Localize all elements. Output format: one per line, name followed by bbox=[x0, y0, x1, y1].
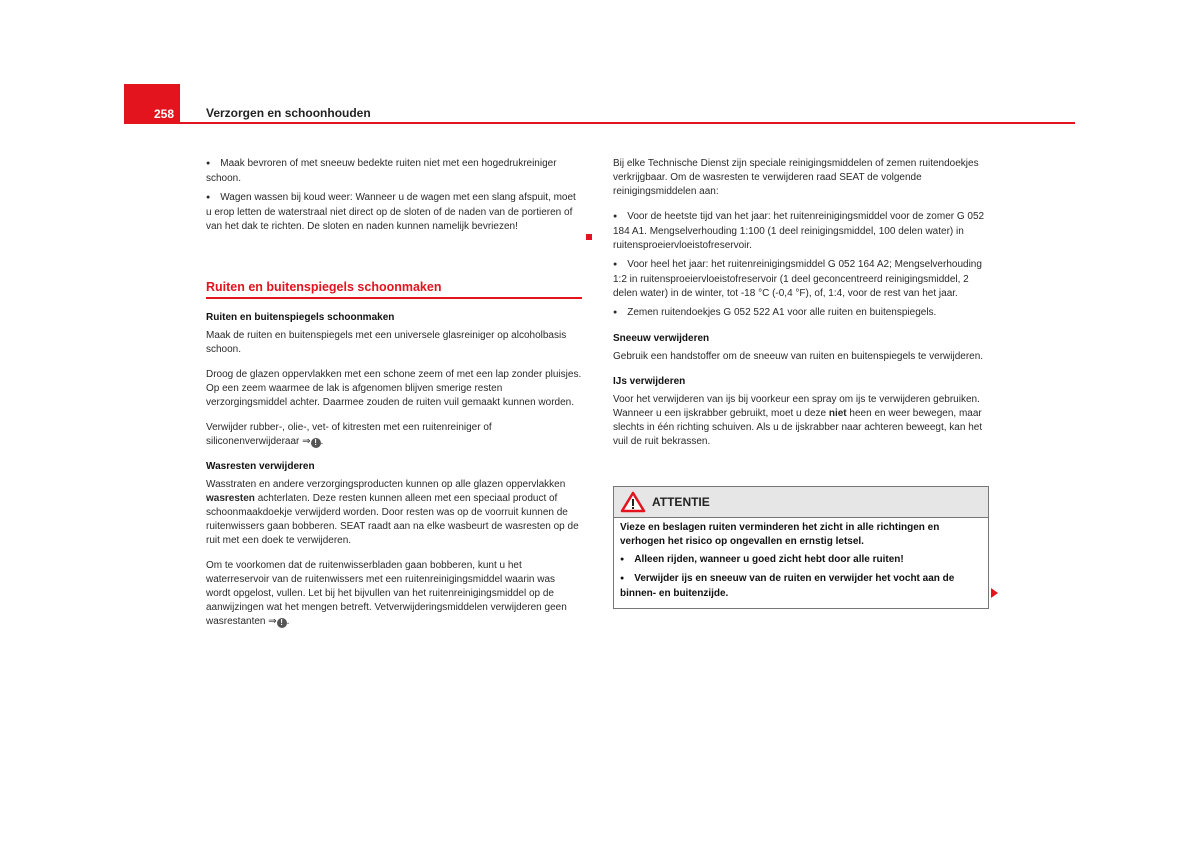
paragraph: Bij elke Technische Dienst zijn speciale reinigingsmiddelen of zemen ruitendoekjes verkrijgbaar. Om de wasresten te verwijderen raad SEAT de volgende reinigingsmiddelen aan: bbox=[613, 158, 979, 197]
period: . bbox=[320, 436, 324, 447]
warning-body bbox=[614, 518, 988, 608]
paragraph bbox=[206, 559, 582, 629]
subheading: Sneeuw verwijderen bbox=[613, 333, 710, 344]
subheading: IJs verwijderen bbox=[613, 376, 686, 387]
caution-icon[interactable]: ! bbox=[311, 438, 321, 448]
warning-bullet: ● Alleen rijden, wanneer u goed zicht hebt door alle ruiten! bbox=[620, 553, 982, 568]
paragraph bbox=[613, 393, 989, 449]
warning-text: Vieze en beslagen ruiten verminderen het zicht in alle richtingen en verhogen het risico op ongevallen en ernstig letsel. bbox=[620, 522, 940, 547]
paragraph bbox=[206, 478, 582, 548]
paragraph: Gebruik een handstoffer om de sneeuw van ruiten en buitenspiegels te verwijderen. bbox=[613, 351, 984, 362]
bold-term: niet bbox=[828, 408, 847, 419]
warning-title: ATTENTIE bbox=[652, 495, 710, 509]
bullet-item: ● Wagen wassen bij koud weer: Wanneer u de wagen met een slang afspuit, moet u erop letten de waterstraal niet direct op de sloten of de naden van de portieren of van het dak te richten. De sloten en naden kunnen namelijk bevriezen! bbox=[206, 191, 582, 234]
bullet-item: ● Maak bevroren of met sneeuw bedekte ruiten niet met een hogedrukreiniger schoon. bbox=[206, 157, 582, 186]
warning-bullet: ● Verwijder ijs en sneeuw van de ruiten en verwijder het vocht aan de binnen- en buitenzijde. bbox=[620, 572, 982, 601]
caution-icon[interactable]: ! bbox=[277, 618, 287, 628]
paragraph-text: achterlaten. Deze resten kunnen alleen met een speciaal product of schoonmaakdoekje verwijderd worden. Door resten was op de voorruit kunnen de ruitenwissers gaan bobberen. SEAT raadt aan na elke wasbeurt de wasresten op de ruit met een doek te verwijderen. bbox=[206, 493, 579, 546]
chapter-title: Verzorgen en schoonhouden bbox=[206, 106, 371, 120]
paragraph-text: heen en weer bewegen, maar slechts in één richting schuiven. Als u de ijskrabber naar achteren beweegt, kan het vuil de ruit bekrassen. bbox=[613, 408, 983, 447]
right-column bbox=[613, 157, 989, 454]
bullet-item: ● Voor de heetste tijd van het jaar: het ruitenreinigingsmiddel voor de zomer G 052 184 A1. Mengselverhouding 1:100 (1 deel reinigingsmiddel, 100 delen water) in ruitensproeiervloeistofreservoir. bbox=[613, 210, 989, 253]
section-end-marker-icon bbox=[586, 234, 592, 240]
bullet-item: ● Zemen ruitendoekjes G 052 522 A1 voor alle ruiten en buitenspiegels. bbox=[613, 306, 989, 321]
header-rule bbox=[124, 122, 1075, 124]
paragraph-text: Wasstraten en andere verzorgingsproducten kunnen op alle glazen oppervlakken bbox=[206, 479, 566, 490]
paragraph: Maak de ruiten en buitenspiegels met een universele glasreiniger op alcoholbasis schoon. bbox=[206, 330, 567, 355]
bullet-item: ● Voor heel het jaar: het ruitenreinigingsmiddel G 052 164 A2; Mengselverhouding 1:2 in ruitensproeiervloeistofreservoir (1 deel geconcentreerd reinigingsmiddel, 2 delen water) in de winter, tot -18 °C (-0,4 °F), of, 1:4, voor de rest van het jaar. bbox=[613, 258, 989, 301]
warning-triangle-icon bbox=[620, 491, 646, 513]
paragraph: Droog de glazen oppervlakken met een schone zeem of met een lap zonder pluisjes. Op een zeem waarmee de lak is afgenomen blijven smerige resten verzorgingsmiddel achter. Daarmee zouden de ruiten vuil gemaakt kunnen worden. bbox=[206, 369, 582, 408]
left-column bbox=[206, 157, 582, 634]
page-number: 258 bbox=[154, 107, 175, 121]
warning-box bbox=[613, 486, 989, 609]
period: . bbox=[286, 616, 290, 627]
paragraph-text: Om te voorkomen dat de ruitenwisserbladen gaan bobberen, kunt u het waterreservoir van de ruitenwissers met een ruitenreinigingsmiddel waarin was wordt opgelost, vullen. Let bij het bijvullen van het ruitenreinigingsmiddel op de aanwijzingen wat het mengen betreft. Vetverwijderingsmiddelen verwijderen geen wasrestanten ⇒ bbox=[206, 560, 567, 627]
paragraph bbox=[206, 421, 582, 449]
subheading: Ruiten en buitenspiegels schoonmaken bbox=[206, 312, 395, 323]
warning-header bbox=[614, 487, 988, 518]
continue-arrow-icon bbox=[991, 588, 998, 598]
bold-term: wasresten bbox=[206, 493, 255, 504]
subheading: Wasresten verwijderen bbox=[206, 461, 315, 472]
section-title: Ruiten en buitenspiegels schoonmaken bbox=[206, 280, 582, 299]
paragraph-text: Voor het verwijderen van ijs bij voorkeur een spray om ijs te verwijderen gebruiken. Wanneer u een ijskrabber gebruikt, moet u deze bbox=[613, 394, 980, 419]
paragraph-text: Verwijder rubber-, olie-, vet- of kitresten met een ruitenreiniger of siliconenverwijderaar ⇒ bbox=[206, 422, 492, 447]
